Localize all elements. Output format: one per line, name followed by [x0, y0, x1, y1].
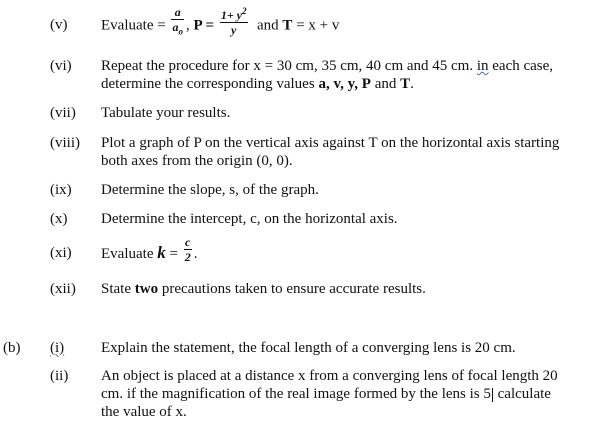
item-text: Evaluate k = $\frac{c}{2}$ . [101, 235, 198, 265]
item-number: (xii) [50, 281, 76, 297]
item-number: (viii) [50, 135, 80, 151]
item-text: Evaluate = $\frac{a}{a_o}$ , P = $\frac{1+ y^2}{y}$ and T = x + v [101, 5, 340, 37]
fraction-a-over-ao: $\frac{a}{a_o}$ [172, 5, 183, 37]
item-text: State two precautions taken to ensure accurate results. [101, 281, 426, 297]
item-text-line2: cm. if the magnification of the real image formed by the lens is 5 calculate [101, 386, 551, 402]
item-text-line1: Plot a graph of P on the vertical axis against T on the horizontal axis starting [101, 135, 560, 151]
item-text: Determine the slope, s, of the graph. [101, 182, 319, 198]
item-text-line2: both axes from the origin (0, 0). [101, 153, 293, 169]
k-symbol: k [157, 243, 166, 262]
fraction-1py2-over-y: $\frac{1+ y^2}{y}$ [220, 5, 247, 37]
text-cursor [492, 388, 493, 402]
p-label: P = [193, 17, 215, 34]
fraction-c-over-2: $\frac{c}{2}$ [184, 235, 191, 265]
item-text-line3: the value of x. [101, 404, 187, 420]
item-text-line1: Repeat the procedure for x = 30 cm, 35 cm, 40 cm and 45 cm. in each case, [101, 58, 554, 74]
item-number: (ii) [50, 368, 69, 384]
item-number: (vi) [50, 58, 72, 74]
item-text-line1: An object is placed at a distance x from a converging lens of focal length 20 [101, 368, 558, 384]
item-number: (vii) [50, 105, 76, 121]
item-number: (x) [50, 211, 68, 227]
item-number: (ix) [50, 182, 72, 198]
item-text: Tabulate your results. [101, 105, 231, 121]
item-number: (i) [50, 340, 65, 356]
item-number: (v) [50, 17, 68, 33]
item-number: (xi) [50, 245, 72, 261]
spellcheck-underline: in [476, 58, 489, 74]
item-text: Explain the statement, the focal length of a converging lens is 20 cm. [101, 340, 516, 356]
item-text-line2: determine the corresponding values a, v, y, P and T. [101, 76, 414, 92]
evaluate-label: Evaluate = [101, 17, 166, 34]
part-label: (b) [3, 340, 21, 356]
item-text: Determine the intercept, c, on the horizontal axis. [101, 211, 398, 227]
